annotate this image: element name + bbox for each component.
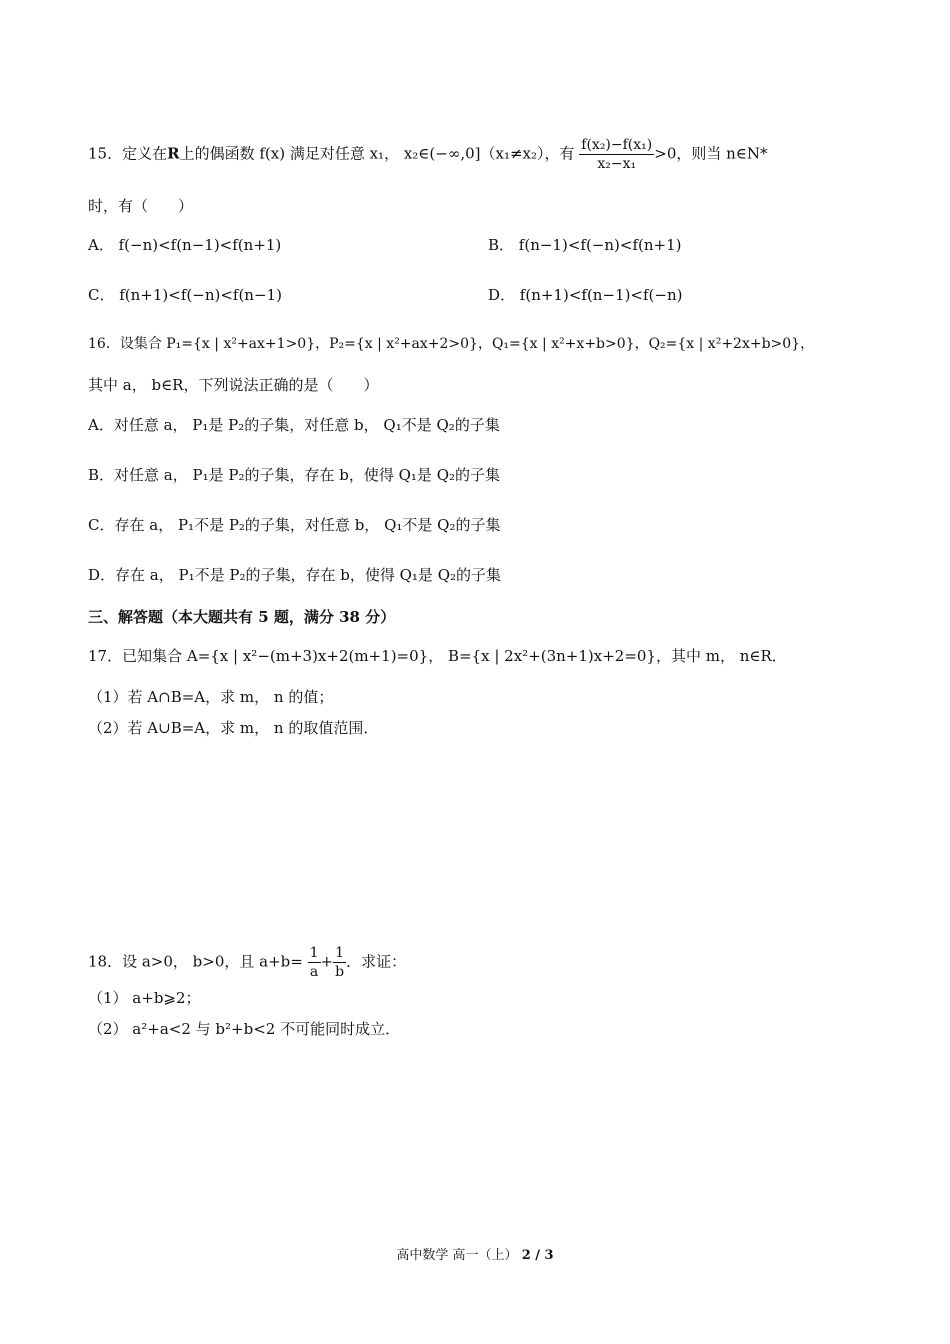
q17-part1: （1）若 A∩B=A，求 m， n 的值； bbox=[88, 688, 334, 706]
q15-stem-end: >0，则当 n∈N* bbox=[654, 144, 768, 163]
q16-stem: 16．设集合 P₁={x | x²+ax+1>0}，P₂={x | x²+ax+2>0}，Q₁={x | x²+x+b>0}，Q₂={x | x²+2x+b>0}， bbox=[88, 336, 815, 352]
q15-stem-bold: R bbox=[167, 144, 180, 163]
q18-frac1-numerator: 1 bbox=[309, 945, 319, 961]
q18-stem-start: 18．设 a>0， b>0，且 a+b= bbox=[88, 952, 303, 971]
q15-option-c: C． f(n+1)<f(−n)<f(n−1) bbox=[88, 286, 282, 304]
q15-frac-denominator: x₂−x₁ bbox=[597, 156, 637, 172]
q15-option-a: A． f(−n)<f(n−1)<f(n+1) bbox=[88, 236, 282, 254]
q15-stem-mid: 上的偶函数 f(x) 满足对任意 x₁， x₂∈(−∞,0]（x₁≠x₂），有 bbox=[179, 144, 575, 163]
q16-option-a: A．对任意 a， P₁是 P₂的子集，对任意 b， Q₁不是 Q₂的子集 bbox=[88, 416, 500, 434]
q18-fraction-2 bbox=[333, 944, 346, 981]
q16-option-c: C．存在 a， P₁不是 P₂的子集，对任意 b， Q₁不是 Q₂的子集 bbox=[88, 516, 501, 534]
q18-plus-sign: + bbox=[320, 952, 334, 971]
q15-fraction bbox=[579, 136, 654, 173]
q18-fraction-1 bbox=[308, 944, 321, 981]
q17-part2: （2）若 A∪B=A，求 m， n 的取值范围． bbox=[88, 719, 379, 737]
q15-option-d: D． f(n+1)<f(n−1)<f(−n) bbox=[488, 286, 683, 304]
footer-course: 高中数学 高一（上） bbox=[396, 1248, 518, 1263]
q18-stem-end: ．求证： bbox=[346, 952, 407, 971]
q18-frac1-denominator: a bbox=[309, 964, 319, 980]
q16-option-d: D．存在 a， P₁不是 P₂的子集，存在 b，使得 Q₁是 Q₂的子集 bbox=[88, 566, 502, 584]
q16-stem-line2: 其中 a， b∈R，下列说法正确的是（ ） bbox=[88, 376, 379, 394]
page-number: 2 / 3 bbox=[521, 1248, 554, 1263]
q17-stem: 17．已知集合 A={x | x²−(m+3)x+2(m+1)=0}， B={x | 2x²+(3n+1)x+2=0}，其中 m， n∈R． bbox=[88, 647, 787, 665]
q18-part1: （1） a+b⩾2； bbox=[88, 989, 201, 1007]
q16-option-b: B．对任意 a， P₁是 P₂的子集，存在 b，使得 Q₁是 Q₂的子集 bbox=[88, 466, 501, 484]
q18-frac2-denominator: b bbox=[335, 964, 345, 980]
section-title: 三、解答题（本大题共有 5 题，满分 38 分） bbox=[88, 608, 396, 626]
q18-frac2-numerator: 1 bbox=[333, 944, 346, 963]
q15-frac-numerator: f(x₂)−f(x₁) bbox=[581, 137, 653, 153]
q15-stem bbox=[88, 136, 768, 173]
q15-option-b: B． f(n−1)<f(−n)<f(n+1) bbox=[488, 236, 682, 254]
q15-stem-start: 15．定义在 bbox=[88, 144, 168, 163]
q18-stem bbox=[88, 944, 406, 981]
q15-stem-line2: 时，有（ ） bbox=[88, 197, 194, 215]
q18-part2: （2） a²+a<2 与 b²+b<2 不可能同时成立． bbox=[88, 1020, 401, 1038]
page-footer bbox=[0, 1244, 950, 1263]
